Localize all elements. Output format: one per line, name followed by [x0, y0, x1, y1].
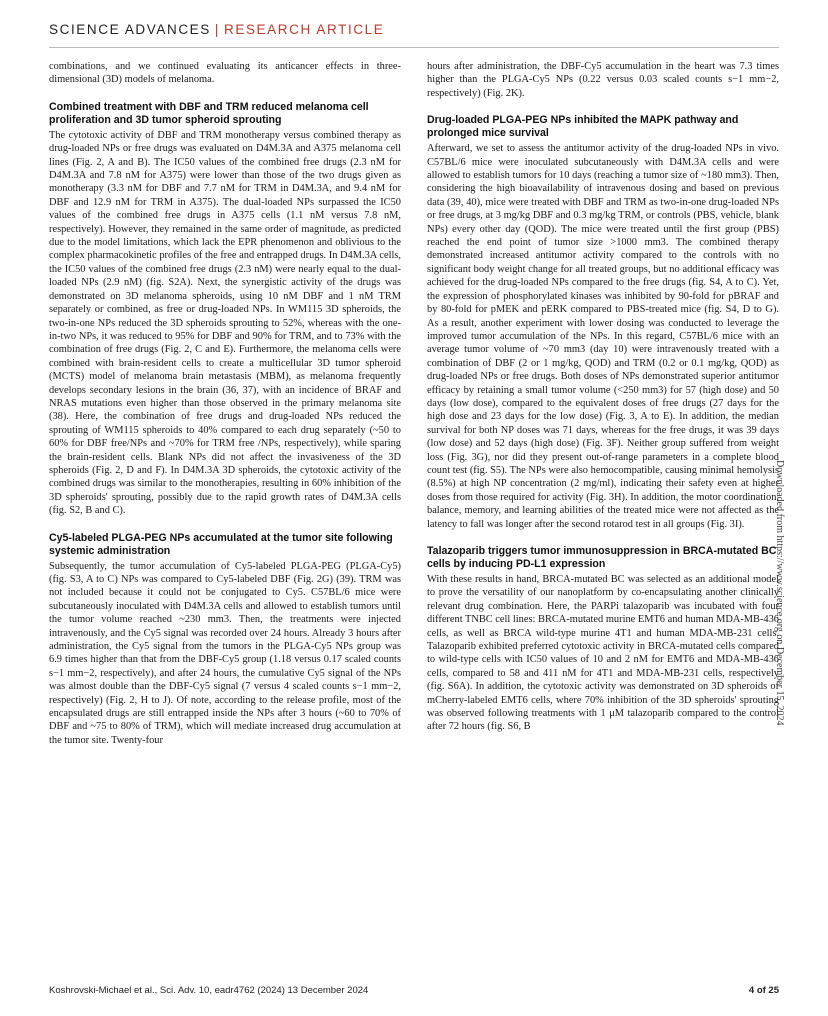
- page-footer: [49, 985, 779, 996]
- paragraph: With these results in hand, BRCA-mutated BC was selected as an additional model to prove the versatility of our nanoplatform by co-encapsulating another clinically relevant drug combination. Here, the PARPi talazoparib was incubated with four different TNBC cell lines: BRCA-mutated murine EMT6 and human MDA-MB-436 cells, as well as BRCA wild-type murine 4T1 and human MDA-MB-231 cells. Talazoparib exhibited preferred cytotoxic activity in BRCA-mutated cells compared to wild-type cells with IC50 values of 10 and 2 nM for EMT6 and MDA-MB-436 cells, compared to 58 and 411 nM for 4T1 and MDA-MB-231 cells, respectively (fig. S6A). In addition, the cytotoxic activity was demonstrated on 3D spheroids of mCherry-labeled EMT6 cells, where 70% inhibition of the 3D spheroids' sprouting was observed following treatments with 1 μM talazoparib compared to the control after 72 hours (fig. S6, B: [427, 574, 779, 733]
- paragraph: combinations, and we continued evaluating its anticancer effects in three-dimensional (3D) models of melanoma.: [49, 61, 401, 86]
- page-number: 4 of 25: [748, 985, 779, 996]
- header-rule: [49, 47, 779, 48]
- right-column: [427, 60, 779, 734]
- header-separator: |: [214, 22, 220, 37]
- section-heading: Combined treatment with DBF and TRM reduced melanoma cell proliferation and 3D tumor spheroid sprouting: [49, 100, 369, 126]
- left-column: [49, 60, 401, 747]
- paragraph: Subsequently, the tumor accumulation of Cy5-labeled PLGA-PEG (PLGA-Cy5) (fig. S3, A to C) NPs was compared to Cy5-labeled DBF (Fig. 2G) (39). TRM was not included because it could not be conjugated to Cy5. C57BL/6 mice were subcutaneously inoculated with D4M.3A cells and allowed to establish tumors until the tumor volume reached ~230 mm3. Then, the treatments were injected intravenously, and the Cy5 signal was recorded over 24 hours. Already 3 hours after administration, the Cy5 signal from the tumors in the PLGA-Cy5 NPs group was 6.9 times higher than that from the DBF-Cy5 group (1.18 versus 0.17 scaled counts s−1 mm−2, respectively), and after 24 hours, the cumulative Cy5 signal of the NPs was almost double than the DBF-Cy5 signal (7 versus 4 scaled counts s−1 mm−2, respectively) (Fig. 2, H to J). Of note, according to the release profile, most of the encapsulated drugs are still entrapped inside the NPs after 3 hours (~60 to 70% of DBF and ~75 to 80% of TRM), which will mediate increased drug accumulation at the tumor site. Twenty-four: [49, 560, 401, 746]
- section-heading: Drug-loaded PLGA-PEG NPs inhibited the MAPK pathway and prolonged mice survival: [427, 114, 739, 140]
- section-heading: Cy5-labeled PLGA-PEG NPs accumulated at the tumor site following systemic administration: [49, 531, 393, 557]
- download-note: Downloaded from https://www.science.org on December 15, 2024: [774, 460, 785, 726]
- paragraph: Afterward, we set to assess the antitumor activity of the drug-loaded NPs in vivo. C57BL/6 mice were inoculated subcutaneously with D4M.3A cells and were allowed to establish tumors for 10 days (reaching a tumor size of ~180 mm3). Then, considering the high bioavailability of intravenous dosing and based on previous data (39, 40), mice were treated with DBF and TRM as two-in-one drug-loaded NPs or free drugs, at 3 mg/kg DBF and 0.3 mg/kg TRM, or controls (PBS, vehicle, blank NPs) every other day (QOD). The mice were treated until the first group (PBS) reached the end point of tumor size >1000 mm3. The combined therapy demonstrated increased antitumor activity compared to the controls with no significant body weight change for all treated groups, but no additional efficacy was achieved for the drug-loaded NPs compared to the free drugs (fig. S4, A to C). Yet, the expression of phosphorylated kinases was inhibited by 90-fold for pBRAF and by 80-fold for pMEK and pERK compared to PBS-treated mice (fig. S4, D to G). As a result, another experiment with lower dosing was conducted to leverage the improved tumor accumulation of the NPs. In this regard, C57BL/6 mice with an average tumor volume of ~70 mm3 (day 10) were intravenously treated with a combination of DBF (2 or 1 mg/kg, QOD) and TRM (0.2 or 0.1 mg/kg, QOD) as drug-loaded NPs or free drugs. Both doses of NPs demonstrated superior antitumor efficacy by retaining a small tumor volume (<250 mm3) for 57 (high dose) and 50 days (low dose), compared to the equivalent doses of free drugs (27 days for the high dose and 23 days for the low dose) (Fig. 3, A to E). In addition, the median survival for both NP doses was 71 days, whereas for the free drugs, it was 39 days (low dose) and 52 days (high dose) (Fig. 3F). Neither group suffered from weight loss (Fig. 3G), nor did they present out-of-range parameters in a complete blood count test (fig. S5). The NPs were also hemocompatible, causing minimal hemolysis (8.5%) at high NP concentration (2 mg/ml), indicating their safety even at higher doses from those required for activity (Fig. 3H). In addition, the motor coordination, balance, memory, and learning abilities of the treated mice were not affected as the latency to fall was longer after the second rotarod test in all groups (Fig. 3I).: [427, 143, 779, 530]
- journal-name: SCIENCE ADVANCES: [49, 22, 211, 37]
- section-label: RESEARCH ARTICLE: [224, 22, 385, 37]
- citation: Koshrovski-Michael et al., Sci. Adv. 10, eadr4762 (2024) 13 December 2024: [49, 985, 369, 996]
- paragraph: hours after administration, the DBF-Cy5 accumulation in the heart was 7.3 times higher than the PLGA-Cy5 NPs (0.22 versus 0.03 scaled counts s−1 mm−2, respectively) (Fig. 2K).: [427, 61, 779, 99]
- journal-header: [49, 22, 384, 37]
- section-heading: Talazoparib triggers tumor immunosuppression in BRCA-mutated BC cells by inducing PD-L1 expression: [427, 545, 777, 570]
- paragraph: The cytotoxic activity of DBF and TRM monotherapy versus combined therapy as drug-loaded NPs or free drugs was evaluated on D4M.3A and A375 melanoma cell lines (Fig. 2, A and B). The IC50 values of the combined free drugs (2.3 nM for D4M.3A and 7.8 nM for A375) were lower than those of the two drugs given as monotherapy (3.3 nM for DBF and 7.7 nM for TRM in D4M.3A, and 9.4 nM for DBF and 12.9 nM for TRM in A375). The dual-loaded NPs surpassed the IC50 values of the combined free drugs in A375 cells (1.1 nM versus 7.8 nM, respectively). However, they remained in the same order of magnitude, as predicted due to the model limitations, which lack the EPR phenomenon and oblivious to the complex pharmacokinetic profiles of the free and entrapped drugs. In D4M.3A cells, the IC50 values of the combined free drugs (2.3 nM) were nearly equal to the dual-loaded NPs (2.9 nM) (fig. S2A). Next, the synergistic activity of the drugs was demonstrated on 3D melanoma spheroids, using 10 nM DBF and 1 nM TRM separately or combined, as free or drug-loaded NPs. In WM115 3D spheroids, the two-in-one NPs reduced the 3D spheroids sprouting to 52%, whereas with the one-in-two NPs, it was reduced to 95% for DBF and 90% for TRM, and to 73% with the combination of free drugs (Fig. 2, C and E). Furthermore, the melanoma cells were combined with brain-resident cells to create a multicellular 3D tumor spheroid (MCTS) model of melanoma brain metastasis (MBM), as melanoma frequently develops secondary lesions in the brain (36, 37), with an incidence of BRAF and NRAS mutations even higher than those observed in the primary melanoma site (38). Here, the combination of free drugs and drug-loaded NPs reduced the sprouting of WM115 spheroids to 40% compared to each drug separately (~50 to 60% for DBF free/NPs and ~70% for TRM free /NPs, respectively), while sparing the brain-resident cells. Blank NPs did not affect the invasiveness of the 3D spheroids (Fig. 2, D and F). In D4M.3A 3D spheroids, the cytotoxic activity of the combined drugs was similar to the monotherapies, resulting in 60% inhibition of the 3D spheroids' sprouting, possibly due to the rapid growth rates of D4M.3A cells (fig. S2, B and C).: [49, 129, 401, 517]
